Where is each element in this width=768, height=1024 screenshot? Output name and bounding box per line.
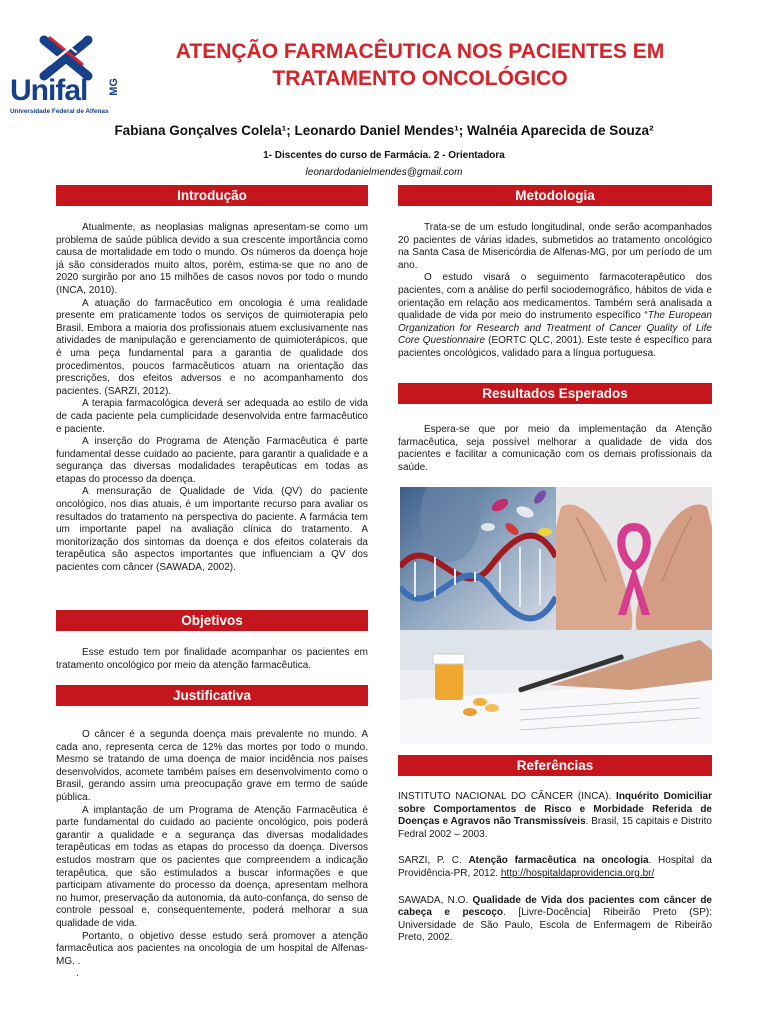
introducao-p1: Atualmente, as neoplasias malignas apresentam-se como um problema de saúde pública devido a sua crescente importância como causa de mortalidade em todo o mundo. Os números da doença hoje já são considerados muito altos, porém, estima-se que no ano de 2020 surgirão por ano 15 milhões de casos novos por todo o mundo (INCA, 2010). (56, 222, 368, 296)
affiliation: 1- Discentes do curso de Farmácia. 2 - Orientadora (263, 150, 505, 161)
heading-referencias: Referências (398, 755, 712, 776)
reference-2-link[interactable]: http://hospitaldaprovidencia.org.br/ (500, 867, 655, 879)
metodologia-p1: Trata-se de um estudo longitudinal, onde serão acompanhados 20 pacientes de várias idades, submetidos ao tratamento oncológico na Santa Casa de Misericórdia de Alfenas-MG, por um período de um ano. (398, 222, 712, 271)
reference-2-source: . Hospital da Providência-PR, 2012. (398, 855, 712, 879)
reference-1 (398, 791, 712, 841)
heading-justificativa: Justificativa (56, 685, 368, 706)
reference-2 (398, 855, 712, 880)
heading-objetivos: Objetivos (56, 610, 368, 631)
resultados-p1: Espera-se que por meio da implementação da Atenção farmacêutica, seja possível melhorar a qualidade de vida dos pacientes e facilitar a comunicação com os demais profissionais da saúde. (398, 424, 712, 473)
contact-email: leonardodanielmendes@gmail.com (305, 167, 463, 178)
logo-subtitle: Universidade Federal de Alfenas (10, 108, 109, 115)
dna-image (400, 487, 556, 630)
justificativa-body (56, 729, 368, 981)
reference-1-author: INSTITUTO NACIONAL DO CÂNCER (INCA). (398, 791, 617, 802)
pink-ribbon-hands-icon (556, 487, 712, 630)
introducao-p3: A terapia farmacológica deverá ser adequada ao estilo de vida de cada paciente pela cumplicidade desenvolvida entre farmacêutico e paciente. (56, 398, 368, 435)
heading-metodologia: Metodologia (398, 185, 712, 206)
reference-3-title: Qualidade de Vida dos pacientes com câncer de cabeça e pescoço (398, 894, 712, 919)
unifal-logo (8, 34, 128, 114)
title-line-1: ATENÇÃO FARMACÊUTICA NOS PACIENTES EM (175, 40, 665, 63)
reference-3-source: . [Livre-Docência] Ribeirão Preto (SP): Universidade de São Paulo, Escola de Enfermagem de Ribeirão Preto, 2002. (398, 907, 712, 944)
resultados-body (398, 424, 712, 474)
objetivos-body (56, 647, 368, 672)
poster-title (150, 38, 690, 92)
heading-introducao: Introdução (56, 185, 368, 206)
logo-mg: MG (108, 78, 120, 96)
title-line-2: TRATAMENTO ONCOLÓGICO (272, 67, 568, 90)
reference-1-source: . Brasil, 15 capitais e Distrito Fedral 2002 – 2003. (398, 816, 712, 840)
metodologia-p2-end: (EORTC QLC, 2001). Este teste é específico para pacientes oncológicos, validado para a língua portuguesa. (398, 335, 712, 359)
metodologia-p2 (398, 272, 712, 360)
authors: Fabiana Gonçalves Colela¹; Leonardo Daniel Mendes¹; Walnéia Aparecida de Souza² (114, 123, 654, 138)
introducao-body (56, 222, 368, 575)
introducao-p2: A atuação do farmacêutico em oncologia é uma realidade presente em praticamente todos os serviços de quimioterapia pelo Brasil. Embora a maioria dos profissionais atuem exclusivamente nas atividades de manipulação e gerenciamento de quimioterápicos, que é uma peça fundamental para a garantia de qualidade dos procedimentos, poucos farmacêuticos atuam na orientação das prescrições, dos efeitos adversos e no acompanhamento dos pacientes. (SARZI, 2012). (56, 297, 368, 397)
prescription-pills-icon (400, 630, 712, 744)
reference-1-title: Inquérito Domiciliar sobre Comportamentos de Risco e Morbidade Referida de Doenças e Agravos não Transmissíveis (398, 791, 712, 828)
dna-and-pills-icon (400, 487, 556, 630)
justificativa-trailing-dot: . (76, 968, 79, 980)
reference-2-title: Atenção farmacêutica na oncologia (468, 855, 649, 867)
metodologia-p2-italic: The European Organization for Research and Treatment of Cancer Quality of Life Core Questionnaire (398, 310, 712, 347)
logo-word: Unifal (10, 74, 88, 107)
objetivos-p1: Esse estudo tem por finalidade acompanhar os pacientes em tratamento oncológico por meio da atenção farmacêutica. (56, 647, 368, 671)
reference-3 (398, 895, 712, 945)
reference-3-author: SAWADA, N.O. (398, 894, 473, 906)
reference-2-author: SARZI, P. C. (398, 855, 469, 867)
introducao-p5: A mensuração de Qualidade de Vida (QV) do paciente oncológico, nos dias atuais, é um importante recurso para avaliar os resultados do tratamento na perspectiva do paciente. A farmácia tem um importante papel na avaliação clínica do tratamento. A monitorização dos sintomas da doença e dos efeitos colaterais da terapêutica são aspectos importantes que influenciam a QV dos pacientes com câncer (SAWADA, 2002). (56, 486, 368, 574)
metodologia-p2-start: O estudo visará o seguimento farmacoterapêutico dos pacientes, com a análise do perfil sociodemográfico, hábitos de vida e orientação em relação aos medicamentos. Também será analisada a qualidade de vida por meio do instrumento específico “ (398, 272, 712, 322)
metodologia-body (398, 222, 712, 361)
justificativa-p2: A implantação de um Programa de Atenção Farmacêutica é parte fundamental do cuidado ao paciente oncológico, pois poderá garantir a qualidade e a segurança das diversas modalidades terapêuticas em todas as etapas do processo da doença. Diversos estudos mostram que os pacientes que compreendem a indicação terapêutica, que são estimulados a buscar informações e que participam ativamente do processo da doença, apresentam melhora no humor, preservação da autonomia, da auto-confança, do senso de controle pessoal e, consequentemente, poderá melhorar a sua qualidade de vida. (56, 804, 368, 929)
justificativa-p3: Portanto, o objetivo desse estudo será promover a atenção farmacêutica aos pacientes na oncologia de um hospital de Alfenas-MG. . (56, 930, 368, 967)
ribbon-image (556, 487, 712, 630)
introducao-p4: A inserção do Programa de Atenção Farmacêutica é parte fundamental desse cuidado ao paciente, para garantir a qualidade e a segurança das diversas modalidades terapêuticas em todas as etapas do processo da doença. (56, 436, 368, 485)
justificativa-p1: O câncer é a segunda doença mais prevalente no mundo. A cada ano, representa cerca de 12% das mortes por todo o mundo. Mesmo se tratando de uma doença de maior incidência nos países desenvolvidos, acomete também países em desenvolvimento como o Brasil, gerando assim uma preocupação grave em termo de saúde pública. (56, 729, 368, 803)
heading-resultados: Resultados Esperados (398, 383, 712, 404)
prescription-image (400, 630, 712, 744)
referencias-body (398, 791, 712, 959)
